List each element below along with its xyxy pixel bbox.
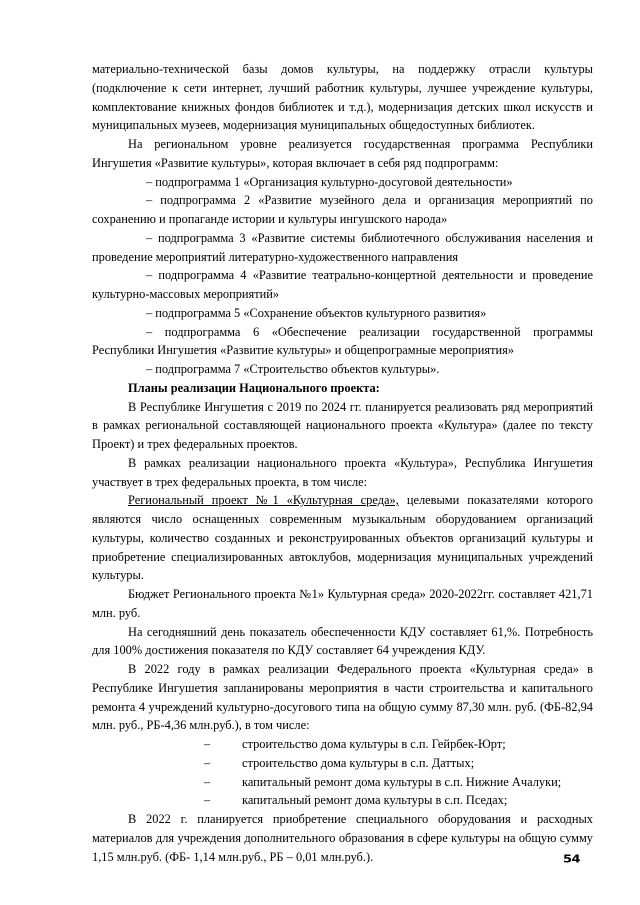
subprogram-6: – подпрограмма 6 «Обеспечение реализации государственной программы Республики Ингушетия «Развитие культуры» и общепрограмные мероприятия» — [92, 324, 593, 358]
page-number: 54 — [563, 853, 581, 866]
list-item — [92, 754, 593, 773]
paragraph-6: Бюджет Регионального проекта №1» Культурная среда» 2020-2022гг. составляет 421,71 млн. руб. — [92, 587, 593, 620]
subprogram-2: – подпрограмма 2 «Развитие музейного дела и организация мероприятий по сохранению и пропаганде истории и культуры ингушского народа» — [92, 193, 593, 226]
section-heading: Планы реализации Национального проекта: — [128, 380, 380, 395]
subprogram-7: – подпрограмма 7 «Строительство объектов культуры». — [146, 362, 440, 376]
subprogram-4: – подпрограмма 4 «Развитие театрально-концертной деятельности и проведение культурно-массовых мероприятий» — [92, 268, 593, 301]
subprogram-3: – подпрограмма 3 «Развитие системы библиотечного обслуживания населения и проведение мероприятий литературно-художественного направления — [92, 230, 593, 264]
document-body — [92, 60, 593, 866]
regional-project-title: Региональный проект №1 «Культурная среда», — [128, 493, 399, 508]
paragraph-2: На региональном уровне реализуется государственная программа Республики Ингушетия «Развитие культуры», которая включает в себя ряд подпрограмм: — [92, 137, 593, 170]
subprogram-5: – подпрограмма 5 «Сохранение объектов культурного развития» — [146, 305, 487, 320]
paragraph-9: В 2022 г. планируется приобретение специального оборудования и расходных материалов для учреждения дополнительного образования в сфере культуры на общую сумму 1,15 млн.руб. (ФБ- 1,14 млн.руб., РБ – 0,01 млн.руб.). — [92, 812, 593, 864]
paragraph-3: В Республике Ингушетия с 2019 по 2024 гг. планируется реализовать ряд мероприятий в рамках региональной составляющей национального проекта «Культура» (далее по тексту Проект) и трех федеральных проектов. — [92, 399, 593, 451]
list-item-text: капитальный ремонт дома культуры в с.п. Пседах; — [242, 793, 508, 808]
paragraph-7: На сегодняшний день показатель обеспеченности КДУ составляет 61,%. Потребность для 100% достижения показателя по КДУ составляет 64 учреждения КДУ. — [92, 624, 593, 658]
list-dash: – — [204, 755, 211, 770]
paragraph-5-text: целевыми показателями которого являются число оснащенных современным музыкальным оборудованием организаций культуры, количество созданных и реконструированных объектов организаций культуры и приобретение специализированных автоклубов, модернизация муниципальных учреждений культуры. — [92, 493, 594, 583]
list-dash: – — [204, 774, 211, 789]
list-dash: – — [204, 737, 211, 751]
list-item-text: строительство дома культуры в с.п. Даттых; — [242, 755, 475, 770]
paragraph-1: материально-технической базы домов культуры, на поддержку отрасли культуры (подключение к сети интернет, лучший работник культуры, лучшее учреждение культуры, комплектование книжных фондов библиотек и т.д.), модернизация детских школ искусств и муниципальных музеев, модернизация муниципальных общедоступных библиотек. — [92, 62, 593, 133]
construction-list — [92, 735, 593, 810]
list-item-text: строительство дома культуры в с.п. Гейрбек-Юрт; — [242, 737, 506, 751]
list-item-text: капитальный ремонт дома культуры в с.п. Нижние Ачалуки; — [242, 774, 562, 789]
list-item — [92, 735, 593, 754]
paragraph-8: В 2022 году в рамках реализации Федерального проекта «Культурная среда» в Республике Ингушетия запланированы мероприятия в части строительства и капитального ремонта 4 учреждений культурно-досугового типа на общую сумму 87,30 млн. руб. (ФБ-82,94 млн. руб., РБ-4,36 млн.руб.), в том числе: — [92, 662, 593, 733]
list-dash: – — [204, 793, 211, 808]
paragraph-4: В рамках реализации национального проекта «Культура», Республика Ингушетия участвует в трех федеральных проекта, в том числе: — [92, 455, 593, 489]
paragraph-5 — [92, 491, 593, 585]
subprogram-1: – подпрограмма 1 «Организация культурно-досуговой деятельности» — [146, 174, 513, 189]
list-item — [92, 773, 593, 792]
list-item — [92, 791, 593, 810]
